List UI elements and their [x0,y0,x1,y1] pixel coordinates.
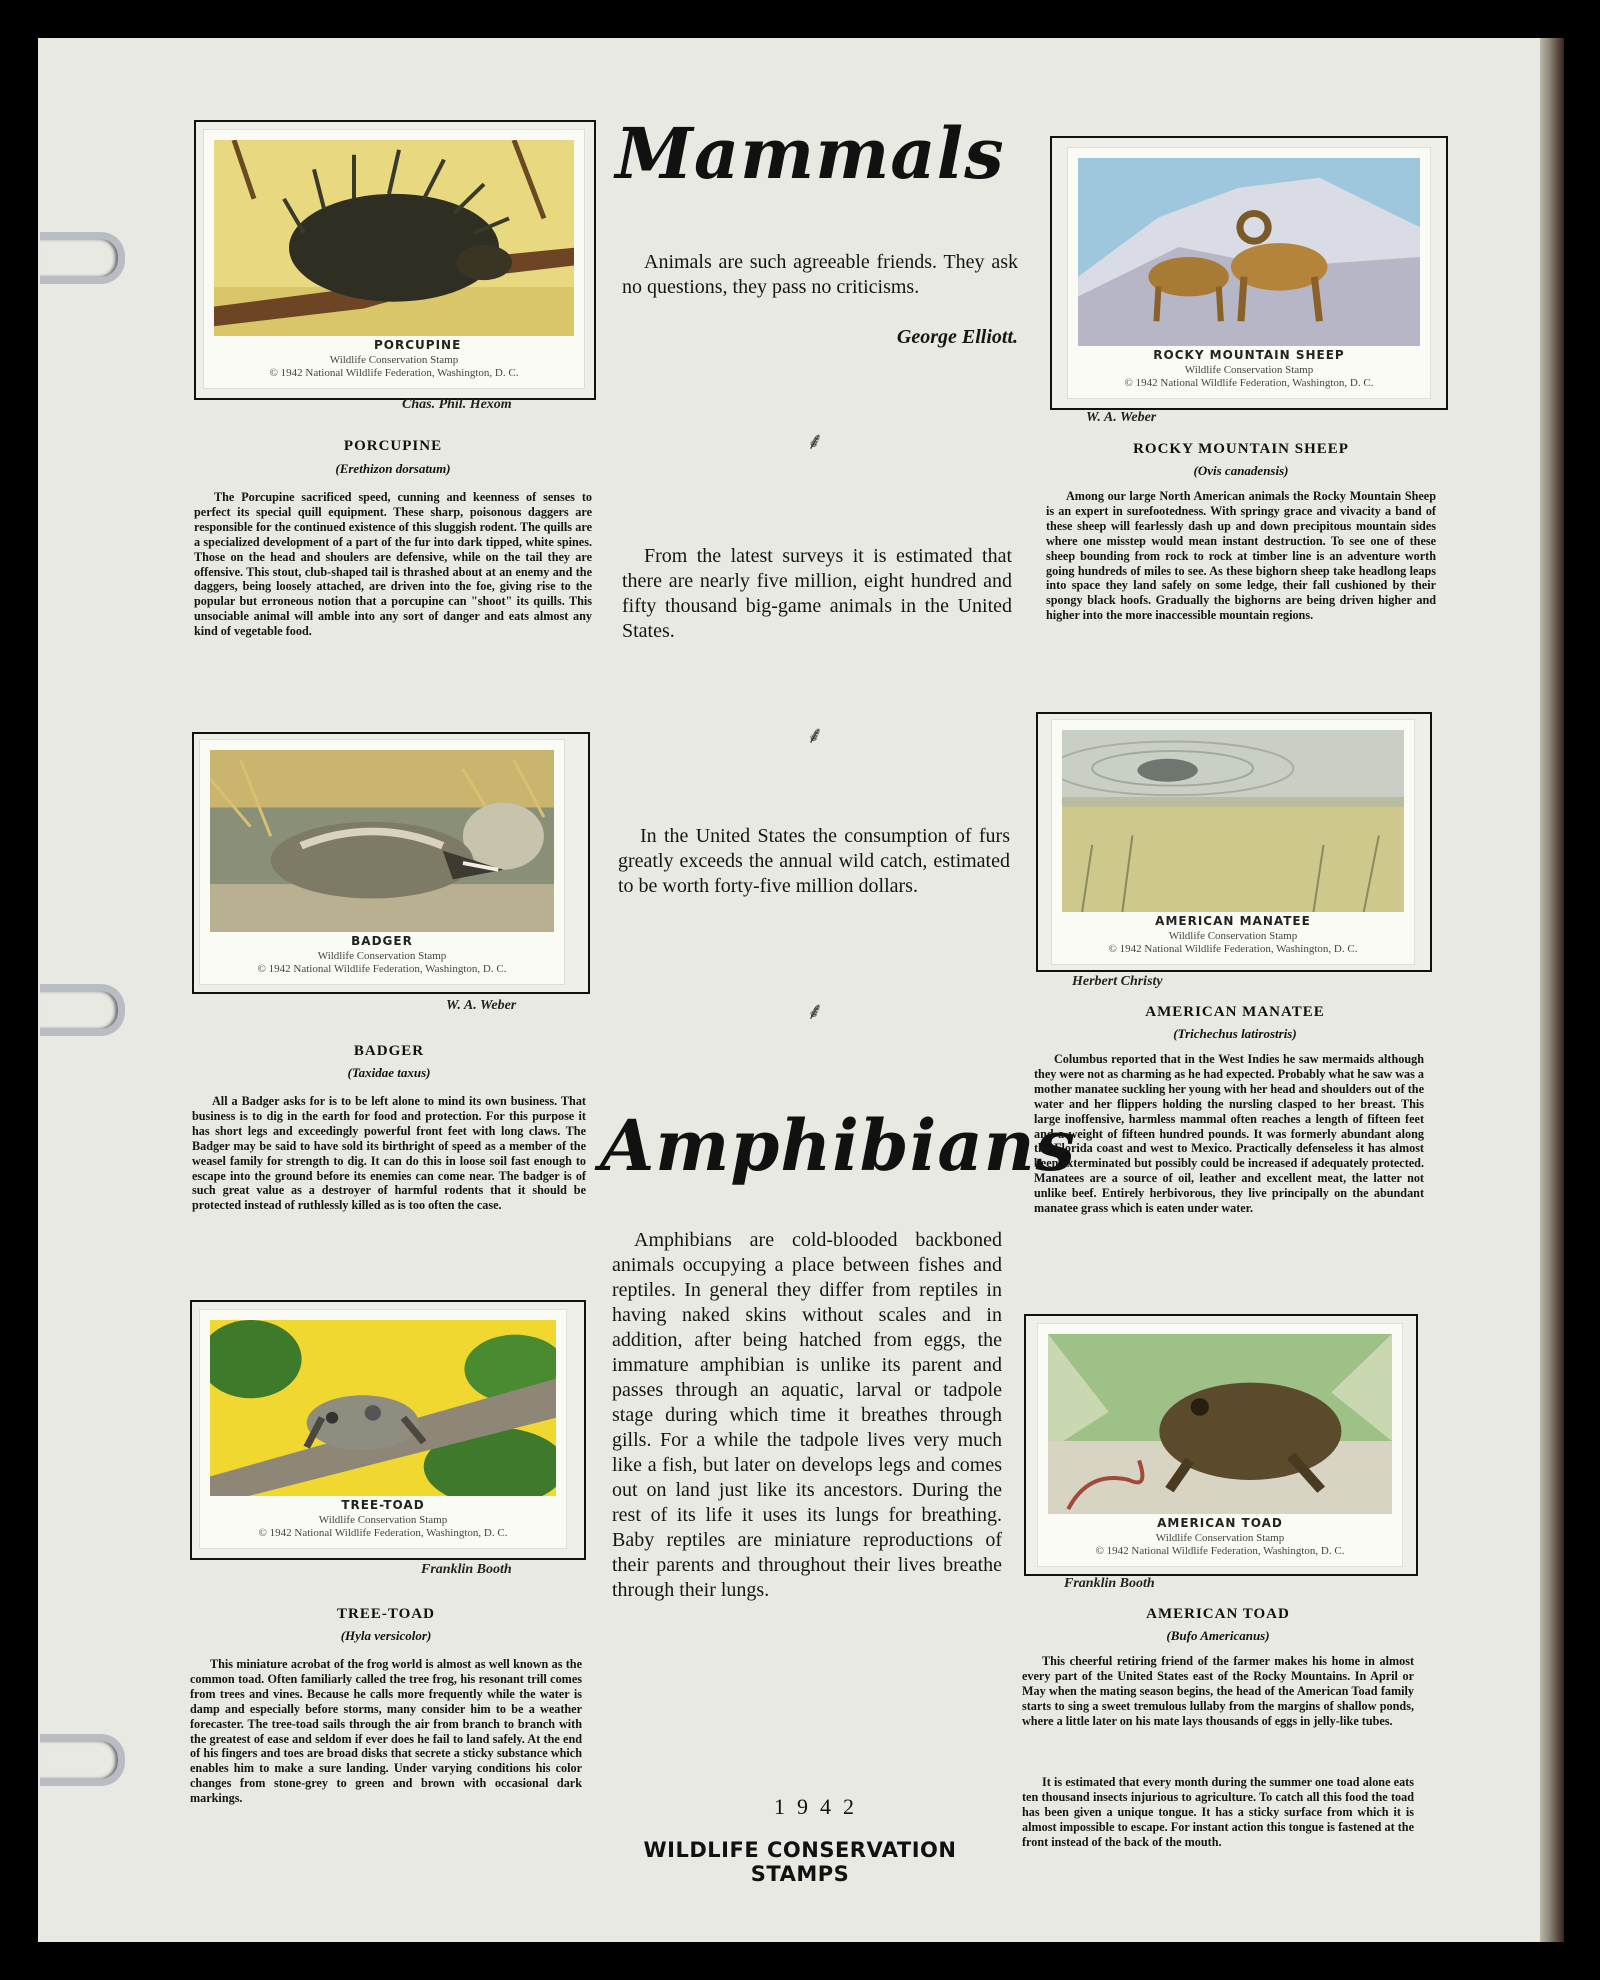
sheep-credit: W. A. Weber [1086,410,1157,425]
amphibians-description: Amphibians are cold-blooded backboned animals occupying a place between fishes and reptiles. In general they differ from reptiles in having naked skins without scales and in addition, after being hatched from eggs, the immature amphibian is unlike its parent and passes through an aquatic, larval or tadpole stage during which time it breathes through gills. For a while the tadpole lives very much like a fish, but later on develops legs and comes out on land just like its ancestors. During the rest of its life it uses its lungs for breathing. Baby reptiles are miniature reproductions of their parents and throughout their lives breathe through their lungs. [612,1229,1002,1601]
ornament-1: ⸙ [806,427,824,455]
amphibians-heading: Amphibians [600,1104,1077,1187]
porcupine-stamp-mount [194,120,596,400]
ornament-3: ⸙ [806,997,824,1025]
toad-name: AMERICAN TOAD [1146,1606,1290,1622]
badger-illustration [210,750,554,932]
toad-stamp-mount [1024,1314,1418,1576]
toad-credit: Franklin Booth [1064,1576,1155,1591]
treetoad-name: TREE-TOAD [337,1606,435,1622]
toad-stamp[interactable] [1038,1324,1402,1566]
page-edge [1540,38,1564,1942]
porcupine-name: PORCUPINE [343,438,443,454]
mammals-heading: Mammals [615,112,1005,195]
binder-ring-top [40,232,125,284]
stamp-subtitle: Wildlife Conservation Stamp [317,950,447,962]
treetoad-stamp-mount [190,1300,586,1560]
treetoad-description: This miniature acrobat of the frog world is almost as well known as the common toad. Often familiarly called the tree frog, his resonant trill comes from trees and vines. Because he calls more frequently while the water is damp and especially before storms, many consider him to be a weather forecaster. The tree-toad sails through the air from branch to branch with the greatest of ease and seldom if ever does he fail to land safely. At the end of his fingers and toes are broad disks that secrete a sticky substance which enables him to make a sure landing. Under varying conditions his color changes from stone-grey to green and brown with occasional dark markings. [190,1657,582,1806]
stamp-copyright: © 1942 National Wildlife Federation, Washington, D. C. [1124,377,1374,389]
footer-title: WILDLIFE CONSERVATION STAMPS [643,1838,957,1886]
manatee-stamp[interactable] [1052,720,1414,964]
stamp-copyright: © 1942 National Wildlife Federation, Washington, D. C. [1095,1545,1345,1557]
treetoad-stamp[interactable] [200,1310,566,1548]
toad-description-2: It is estimated that every month during the summer one toad alone eats ten thousand insects injurious to agriculture. To catch all this food the toad has been given a unique tongue. It has a sticky surface from which it is almost impossible to escape. For instant action this tongue is fastened at the front instead of the back of the mouth. [1022,1775,1414,1849]
ornament-2: ⸙ [806,721,824,749]
sheep-stamp-name: ROCKY MOUNTAIN SHEEP [1153,348,1345,362]
badger-stamp[interactable] [200,740,564,984]
porcupine-description: The Porcupine sacrificed speed, cunning and keenness of senses to perfect its special quill equipment. These sharp, poisonous daggers are responsible for the continued existence of this sluggish rodent. The quills are a specialized development of a part of the fur into dark tipped, white spines. Those on the head and shoulers are defensive, while on the tail they are offensive. This stout, club-shaped tail is thrashed about at an enemy and the daggers, being loosely attached, are driven into the foe, giving rise to the popular but erroneous notion that a porcupine can "shoot" its quills. This unsociable animal will amble into any sort of danger and eats almost any kind of vegetable food. [194,490,592,639]
badger-description: All a Badger asks for is to be left alone to mind its own business. That business is to dig in the earth for food and protection. For this purpose it has short legs and exceedingly powerful front feet with long claws. The Badger may be said to have sold its birthright of speed as a member of the weasel family for strength to dig. It can do this in loose soil fast enough to escape into the ground before its enemies can come near. The badger is of such great value as a destroyer of harmful rodents that it should be protected instead of ruthlessly killed as is too often the case. [192,1094,586,1213]
stamp-copyright: © 1942 National Wildlife Federation, Washington, D. C. [257,963,507,975]
manatee-stamp-mount [1036,712,1432,972]
porcupine-latin: (Erethizon dorsatum) [335,461,451,476]
manatee-illustration [1062,730,1404,912]
stamp-subtitle: Wildlife Conservation Stamp [1155,1532,1285,1544]
big-game-fact: From the latest surveys it is estimated that there are nearly five million, eight hundred and fifty thousand big-game animals in the United States. [622,545,1012,642]
sheep-latin: (Ovis canadensis) [1193,463,1289,478]
footer-year: 1942 [774,1794,866,1819]
quote-author: George Elliott. [896,326,1018,348]
treetoad-illustration [210,1320,556,1496]
manatee-credit: Herbert Christy [1072,974,1163,989]
toad-latin: (Bufo Americanus) [1166,1628,1270,1643]
treetoad-stamp-name: TREE-TOAD [341,1498,425,1512]
badger-latin: (Taxidae taxus) [347,1065,431,1080]
badger-name: BADGER [353,1043,425,1059]
treetoad-credit: Franklin Booth [421,1562,512,1577]
stamp-copyright: © 1942 National Wildlife Federation, Washington, D. C. [269,367,519,379]
stamp-copyright: © 1942 National Wildlife Federation, Washington, D. C. [258,1527,508,1539]
manatee-stamp-name: AMERICAN MANATEE [1155,914,1311,928]
sheep-stamp[interactable] [1068,148,1430,398]
binder-ring-bottom [40,1734,125,1786]
stamp-subtitle: Wildlife Conservation Stamp [318,1514,448,1526]
mammals-quote: Animals are such agreeable friends. They ask no questions, they pass no criticisms. [622,251,1018,298]
binder-ring-middle [40,984,125,1036]
badger-stamp-mount [192,732,590,994]
toad-illustration [1048,1334,1392,1514]
sheep-name: ROCKY MOUNTAIN SHEEP [1133,441,1349,457]
stamp-copyright: © 1942 National Wildlife Federation, Washington, D. C. [1108,943,1358,955]
porcupine-stamp[interactable] [204,130,584,388]
manatee-latin: (Trichechus latirostris) [1173,1026,1297,1041]
stamp-subtitle: Wildlife Conservation Stamp [1168,930,1298,942]
sheep-description: Among our large North American animals the Rocky Mountain Sheep is an expert in surefootedness. With springy grace and vivacity a band of these sheep will fearlessly dash up and down precipitous mountain sides where one misstep would mean instant destruction. To see one of these sheep bounding from rock to rock at timber line is an adventure worth going hundreds of miles to see. As these bighorn sheep take headlong leaps into space they land safely on some ledge, their fall cushioned by their spongy black hoofs. Gradually the bighorns are being driven higher and higher into the more inaccessible mountain regions. [1046,489,1436,623]
manatee-description: Columbus reported that in the West Indies he saw mermaids although they were not as charming as he had expected. Probably what he saw was a mother manatee suckling her young with her head and shoulders out of the water and her flippers holding the nursling clasped to her breast. This large inoffensive, harmless mammal often reaches a length of fifteen feet and a weight of fifteen hundred pounds. It was formerly abundant along the Florida coast and west to Mexico. Practically defenseless it has almost been exterminated but possibly could be increased if adequately protected. Manatees are a source of oil, leather and excellent meat, the latter not unlike beef. Entirely herbivorous, they live principally on the abundant manatee grass which is eaten under water. [1034,1052,1424,1216]
manatee-name: AMERICAN MANATEE [1145,1004,1325,1020]
porcupine-stamp-name: PORCUPINE [374,338,462,352]
stamp-subtitle: Wildlife Conservation Stamp [1184,364,1314,376]
toad-description: This cheerful retiring friend of the farmer makes his home in almost every part of the United States east of the Rocky Mountains. In April or May when the mating season begins, the head of the American Toad family starts to sing a sweet tremulous lullaby from the margins of shallow ponds, where a little later on his mate lays thousands of eggs in jelly-like tubes. [1022,1654,1414,1728]
sheep-stamp-mount [1050,136,1448,410]
porcupine-credit: Chas. Phil. Hexom [402,397,512,412]
toad-stamp-name: AMERICAN TOAD [1157,1516,1283,1530]
badger-credit: W. A. Weber [446,998,517,1013]
stamp-subtitle: Wildlife Conservation Stamp [329,354,459,366]
badger-stamp-name: BADGER [351,934,413,948]
treetoad-latin: (Hyla versicolor) [340,1628,432,1643]
porcupine-illustration [214,140,574,336]
sheep-illustration [1078,158,1420,346]
fur-fact: In the United States the consumption of furs greatly exceeds the annual wild catch, estimated to be worth forty-five million dollars. [618,825,1010,897]
